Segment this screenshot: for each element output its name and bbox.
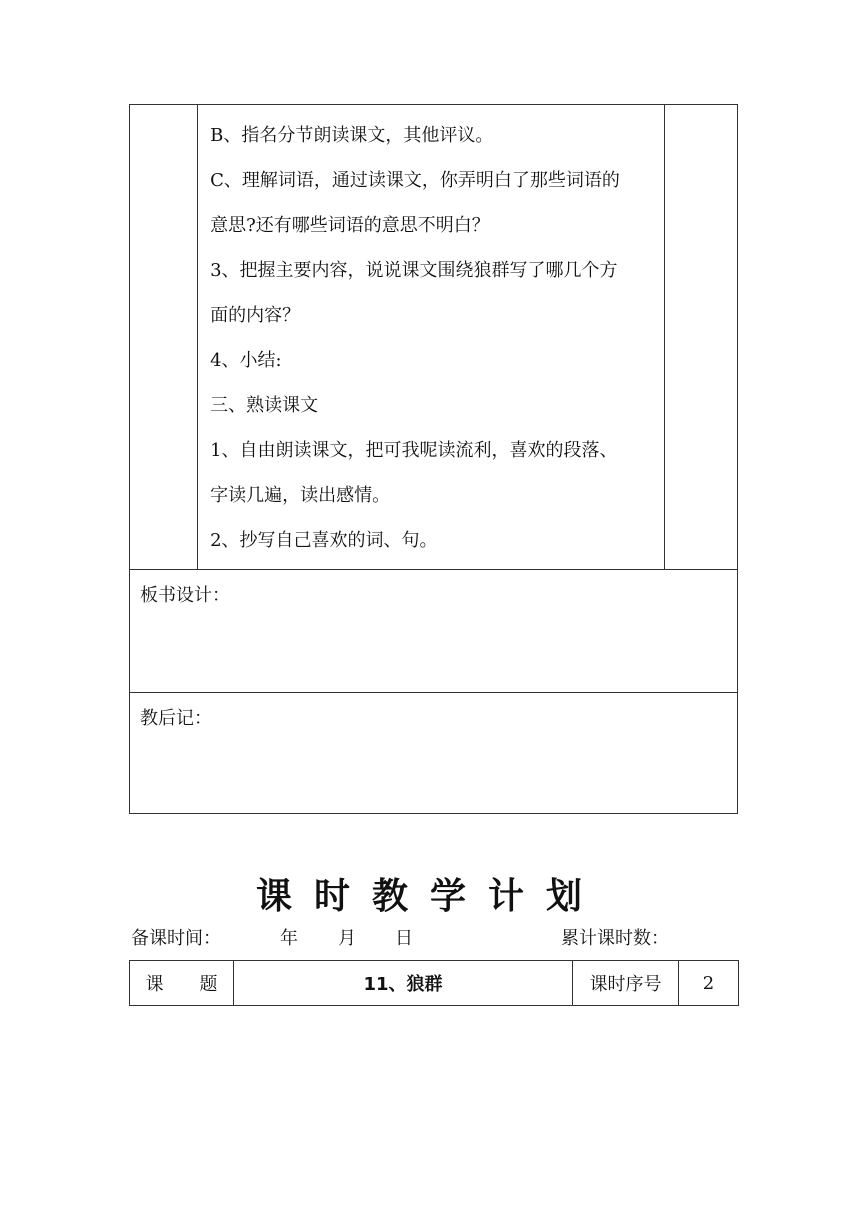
sequence-label: 课时序号 [589,974,662,995]
steps-left-cell [130,105,198,570]
sequence-value-cell [679,961,739,1006]
step-line: C、理解词语，通过读课文，你弄明白了那些词语的 [210,170,620,191]
step-line: 三、熟读课文 [210,395,319,416]
reflection-row [130,693,738,814]
steps-right-cell [664,105,737,570]
step-line: 2、抄写自己喜欢的词、句。 [210,530,438,551]
reflection-cell [130,693,738,814]
step-line: 字读几遍，读出感情。 [210,485,391,506]
lesson-steps-table [129,104,738,814]
topic-value-cell [234,961,573,1006]
step-line: B、指名分节朗读课文，其他评议。 [210,125,494,146]
sequence-label-cell [573,961,679,1006]
steps-row [130,105,738,570]
step-line: 4、小结: [210,350,282,371]
prep-meta-row [131,926,738,952]
cumulative-label: 累计课时数： [561,928,669,949]
step-line: 1、自由朗读课文，把可我呢读流利，喜欢的段落、 [210,440,618,461]
board-design-cell [130,570,738,693]
board-design-row [130,570,738,693]
topic-value: 11、狼群 [363,974,443,995]
steps-content-cell [198,105,665,570]
board-design-label: 板书设计： [140,585,230,606]
month-label: 月 [338,928,356,949]
lesson-header-table [129,960,739,1006]
step-line: 面的内容？ [210,305,301,326]
prep-time-label: 备课时间： [131,928,221,949]
header-row [130,961,739,1006]
step-line: 3、把握主要内容，说说课文围绕狼群写了哪几个方 [210,260,618,281]
page-title: 课时教学计划 [255,875,604,917]
day-label: 日 [395,928,413,949]
reflection-label: 教后记： [140,708,212,729]
topic-label: 课 题 [145,974,218,995]
topic-label-cell [130,961,234,1006]
step-line: 意思?还有哪些词语的意思不明白？ [210,215,490,236]
year-label: 年 [280,928,298,949]
sequence-value: 2 [702,972,715,994]
